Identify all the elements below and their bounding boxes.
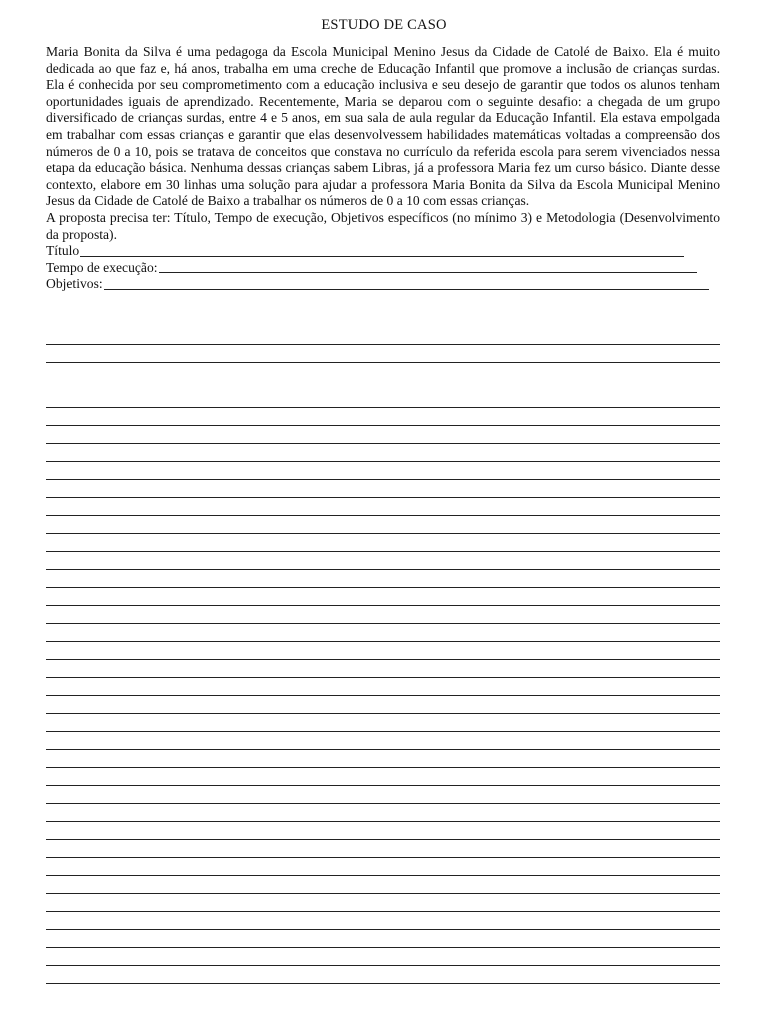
answer-line[interactable] (46, 731, 720, 732)
answer-line[interactable] (46, 875, 720, 876)
answer-line[interactable] (46, 839, 720, 840)
answer-line[interactable] (46, 461, 720, 462)
answer-line[interactable] (46, 695, 720, 696)
answer-line[interactable] (46, 677, 720, 678)
case-description-paragraph: Maria Bonita da Silva é uma pedagoga da Escola Municipal Menino Jesus da Cidade de Catolé de Baixo. Ela é muito dedicada ao que faz e, há anos, trabalha em uma creche de Educação Infantil que promove a inclusão de crianças surdas. Ela é conhecida por seu comprometimento com a educação inclusiva e seu desejo de garantir que todos os alunos tenham oportunidades iguais de aprendizado. Recentemente, Maria se deparou com o seguinte desafio: a chegada de um grupo diversificado de crianças surdas, entre 4 e 5 anos, em sua sala de aula regular da Educação Infantil. Ela estava empolgada em trabalhar com essas crianças e garantir que elas desenvolvessem habilidades matemáticas voltadas a compreensão dos números de 0 a 10, pois se tratava de conceitos que constava no currículo da referida escola para serem vivenciados nessa etapa da educação básica. Nenhuma dessas crianças sabem Libras, já a professora Maria fez um curso básico. Diante desse contexto, elabore em 30 linhas uma solução para ajudar a professora Maria Bonita da Silva da Escola Municipal Menino Jesus da Cidade de Catolé de Baixo a trabalhar os números de 0 a 10 com essas crianças. (46, 44, 720, 209)
answer-line[interactable] (46, 947, 720, 948)
answer-line[interactable] (46, 425, 720, 426)
answer-line[interactable] (46, 803, 720, 804)
execution-time-field-label: Tempo de execução: (46, 259, 158, 275)
objectives-field-label: Objetivos: (46, 276, 103, 292)
answer-line[interactable] (46, 407, 720, 408)
answer-line[interactable] (46, 533, 720, 534)
answer-line[interactable] (46, 911, 720, 912)
document-title: ESTUDO DE CASO (321, 17, 447, 33)
answer-line[interactable] (46, 929, 720, 930)
answer-line[interactable] (46, 551, 720, 552)
answer-line[interactable] (46, 983, 720, 984)
answer-line[interactable] (46, 857, 720, 858)
answer-line[interactable] (46, 893, 720, 894)
answer-line[interactable] (46, 821, 720, 822)
answer-line[interactable] (46, 659, 720, 660)
answer-line[interactable] (46, 623, 720, 624)
answer-line[interactable] (46, 605, 720, 606)
answer-line[interactable] (46, 569, 720, 570)
answer-line[interactable] (46, 965, 720, 966)
answer-line[interactable] (46, 362, 720, 363)
answer-lines (46, 0, 720, 1024)
answer-line[interactable] (46, 641, 720, 642)
answer-line[interactable] (46, 767, 720, 768)
title-field-label: Título (46, 243, 80, 259)
proposal-requirements-paragraph: A proposta precisa ter: Título, Tempo de execução, Objetivos específicos (no mínimo 3) e Metodologia (Desenvolvimento da proposta). (46, 209, 720, 242)
answer-line[interactable] (46, 587, 720, 588)
answer-line[interactable] (46, 497, 720, 498)
answer-line[interactable] (46, 713, 720, 714)
answer-line[interactable] (46, 749, 720, 750)
answer-line[interactable] (46, 443, 720, 444)
answer-line[interactable] (46, 515, 720, 516)
answer-line[interactable] (46, 785, 720, 786)
answer-line[interactable] (46, 344, 720, 345)
answer-line[interactable] (46, 479, 720, 480)
